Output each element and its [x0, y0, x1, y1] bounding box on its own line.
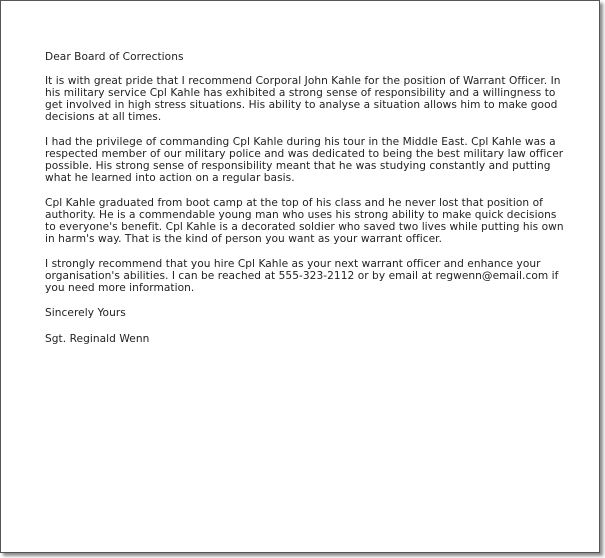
signature: Sgt. Reginald Wenn — [45, 333, 150, 345]
paragraph-introduction: It is with great pride that I recommend Corporal John Kahle for the position of Warrant Officer. In his military service Cpl Kahle has exhibited a strong sense of responsibility and a willingness to get involved in high stress situations. His ability to analyse a situation allows him to make good decisions at all times. — [45, 75, 561, 123]
paragraph-recommendation: I strongly recommend that you hire Cpl Kahle as your next warrant officer and enhance your organisation's abilities. I can be reached at 555-323-2112 or by email at regwenn@email.com if you need more information. — [45, 258, 559, 294]
letter-body — [45, 51, 565, 345]
paragraph-achievements: Cpl Kahle graduated from boot camp at the top of his class and he never lost that position of authority. He is a commendable young man who uses his strong ability to make quick decisions to everyone's benefit. Cpl Kahle is a decorated soldier who saved two lives while putting his own in harm's way. That is the kind of person you want as your warrant officer. — [45, 197, 564, 245]
closing: Sincerely Yours — [45, 307, 126, 319]
salutation: Dear Board of Corrections — [45, 51, 184, 63]
paragraph-service: I had the privilege of commanding Cpl Kahle during his tour in the Middle East. Cpl Kahle was a respected member of our military police and was dedicated to being the best military law officer possible. His strong sense of responsibility meant that he was studying constantly and putting what he learned into action on a regular basis. — [45, 136, 564, 184]
